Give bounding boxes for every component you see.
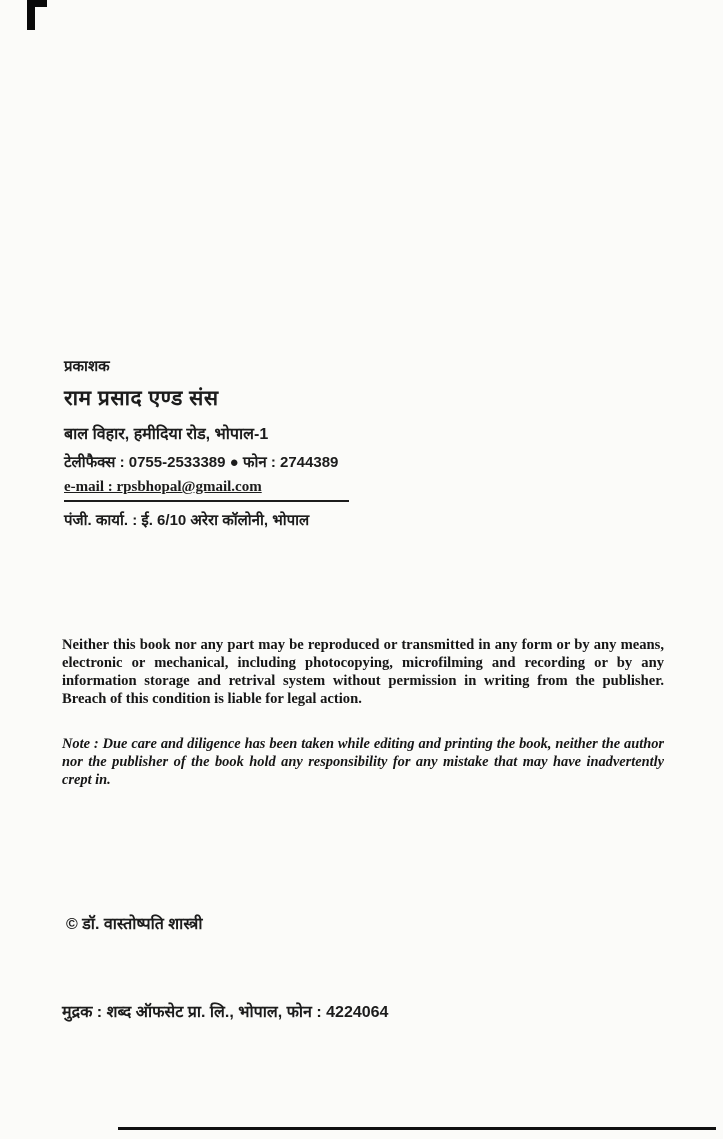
registered-office: पंजी. कार्या. : ई. 6/10 अरेरा कॉलोनी, भोपाल xyxy=(64,512,310,529)
publisher-label: प्रकाशक xyxy=(64,358,110,375)
scan-artifact-bottom-line xyxy=(118,1127,716,1130)
printer-line: मुद्रक : शब्द ऑफसेट प्रा. लि., भोपाल, फोन : 4224064 xyxy=(62,1004,389,1021)
copyright-notice-paragraph: Neither this book nor any part may be reproduced or transmitted in any form or by any means, electronic or mechanical, including photocopying, microfilming and recording or by any information storage and retrival system without permission in writing from the publisher. Breach of this condition is liable for legal action. xyxy=(62,637,664,707)
publisher-name: राम प्रसाद एण्ड संस xyxy=(64,387,219,410)
publisher-email: e-mail : rpsbhopal@gmail.com xyxy=(64,479,262,495)
note-paragraph: Note : Due care and diligence has been taken while editing and printing the book, neither the author nor the publisher of the book hold any responsibility for any mistake that may have inadvertently crept in. xyxy=(62,736,664,788)
publisher-block xyxy=(64,356,484,530)
scan-artifact-top-left-corner xyxy=(27,0,47,7)
publisher-address: बाल विहार, हमीदिया रोड, भोपाल-1 xyxy=(64,426,269,443)
copyright-holder: © डॉ. वास्तोष्पति शास्त्री xyxy=(66,916,203,933)
horizontal-rule xyxy=(64,500,349,502)
publisher-telefax: टेलीफैक्स : 0755-2533389 ● फोन : 2744389 xyxy=(64,454,339,471)
